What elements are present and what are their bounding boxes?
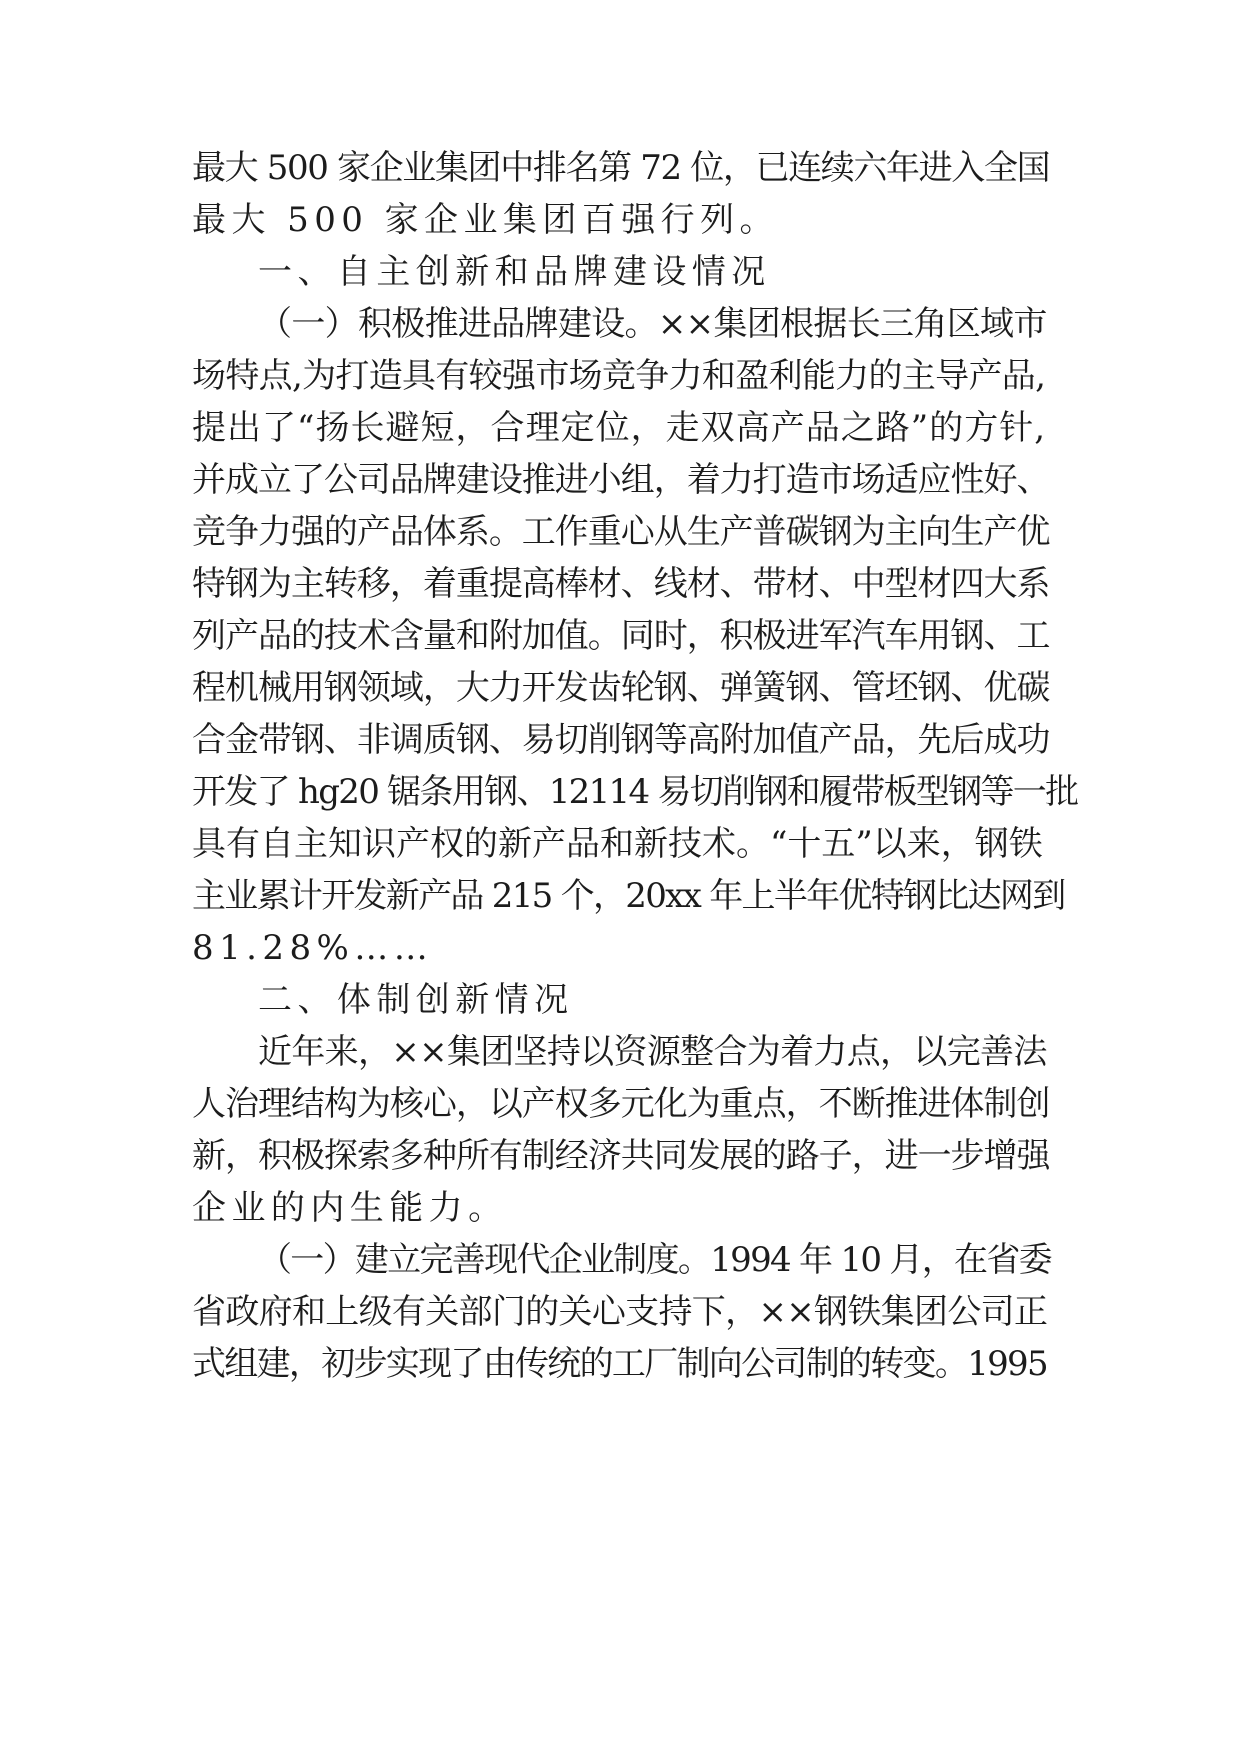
text-line: 人治理结构为核心，以产权多元化为重点，不断推进体制创 <box>192 1084 1050 1124</box>
text-line: 提出了“扬长避短，合理定位，走双高产品之路”的方针, <box>192 408 1047 448</box>
text-line: 主业累计开发新产品 215 个，20xx 年上半年优特钢比达网到 <box>192 876 1065 916</box>
text-line: 式组建，初步实现了由传统的工厂制向公司制的转变。1995 <box>192 1344 1047 1384</box>
text-line: 近年来，××集团坚持以资源整合为着力点，以完善法 <box>258 1032 1047 1072</box>
text-line: 省政府和上级有关部门的关心支持下，××钢铁集团公司正 <box>192 1292 1048 1332</box>
text-line: 最大 500 家企业集团中排名第 72 位，已连续六年进入全国 <box>192 148 1050 188</box>
text-line: 并成立了公司品牌建设推进小组，着力打造市场适应性好、 <box>192 460 1050 500</box>
text-line: 最大 500 家企业集团百强行列。 <box>192 200 779 240</box>
text-line: 企业的内生能力。 <box>192 1188 508 1228</box>
text-line: 程机械用钢领域，大力开发齿轮钢、弹簧钢、管坯钢、优碳 <box>192 668 1050 708</box>
text-line: 81.28%…… <box>192 928 434 968</box>
text-line: 特钢为主转移，着重提高棒材、线材、带材、中型材四大系 <box>192 564 1050 604</box>
text-line: 合金带钢、非调质钢、易切削钢等高附加值产品，先后成功 <box>192 720 1050 760</box>
text-line: 开发了 hg20 锯条用钢、12114 易切削钢和履带板型钢等一批 <box>192 772 1078 812</box>
section-heading: 二、体制创新情况 <box>258 980 574 1020</box>
text-line: 新，积极探索多种所有制经济共同发展的路子，进一步增强 <box>192 1136 1050 1176</box>
subsection-heading-line: （一）建立完善现代企业制度。1994 年 10 月，在省委 <box>258 1240 1051 1280</box>
section-heading: 一、自主创新和品牌建设情况 <box>258 252 771 292</box>
text-line: 场特点,为打造具有较强市场竞争力和盈利能力的主导产品, <box>192 356 1046 396</box>
text-line: 列产品的技术含量和附加值。同时，积极进军汽车用钢、工 <box>192 616 1050 656</box>
text-line: 具有自主知识产权的新产品和新技术。“十五”以来，钢铁 <box>192 824 1043 864</box>
text-line: 竞争力强的产品体系。工作重心从生产普碳钢为主向生产优 <box>192 512 1050 552</box>
subsection-heading-line: （一）积极推进品牌建设。××集团根据长三角区域市 <box>258 304 1047 344</box>
